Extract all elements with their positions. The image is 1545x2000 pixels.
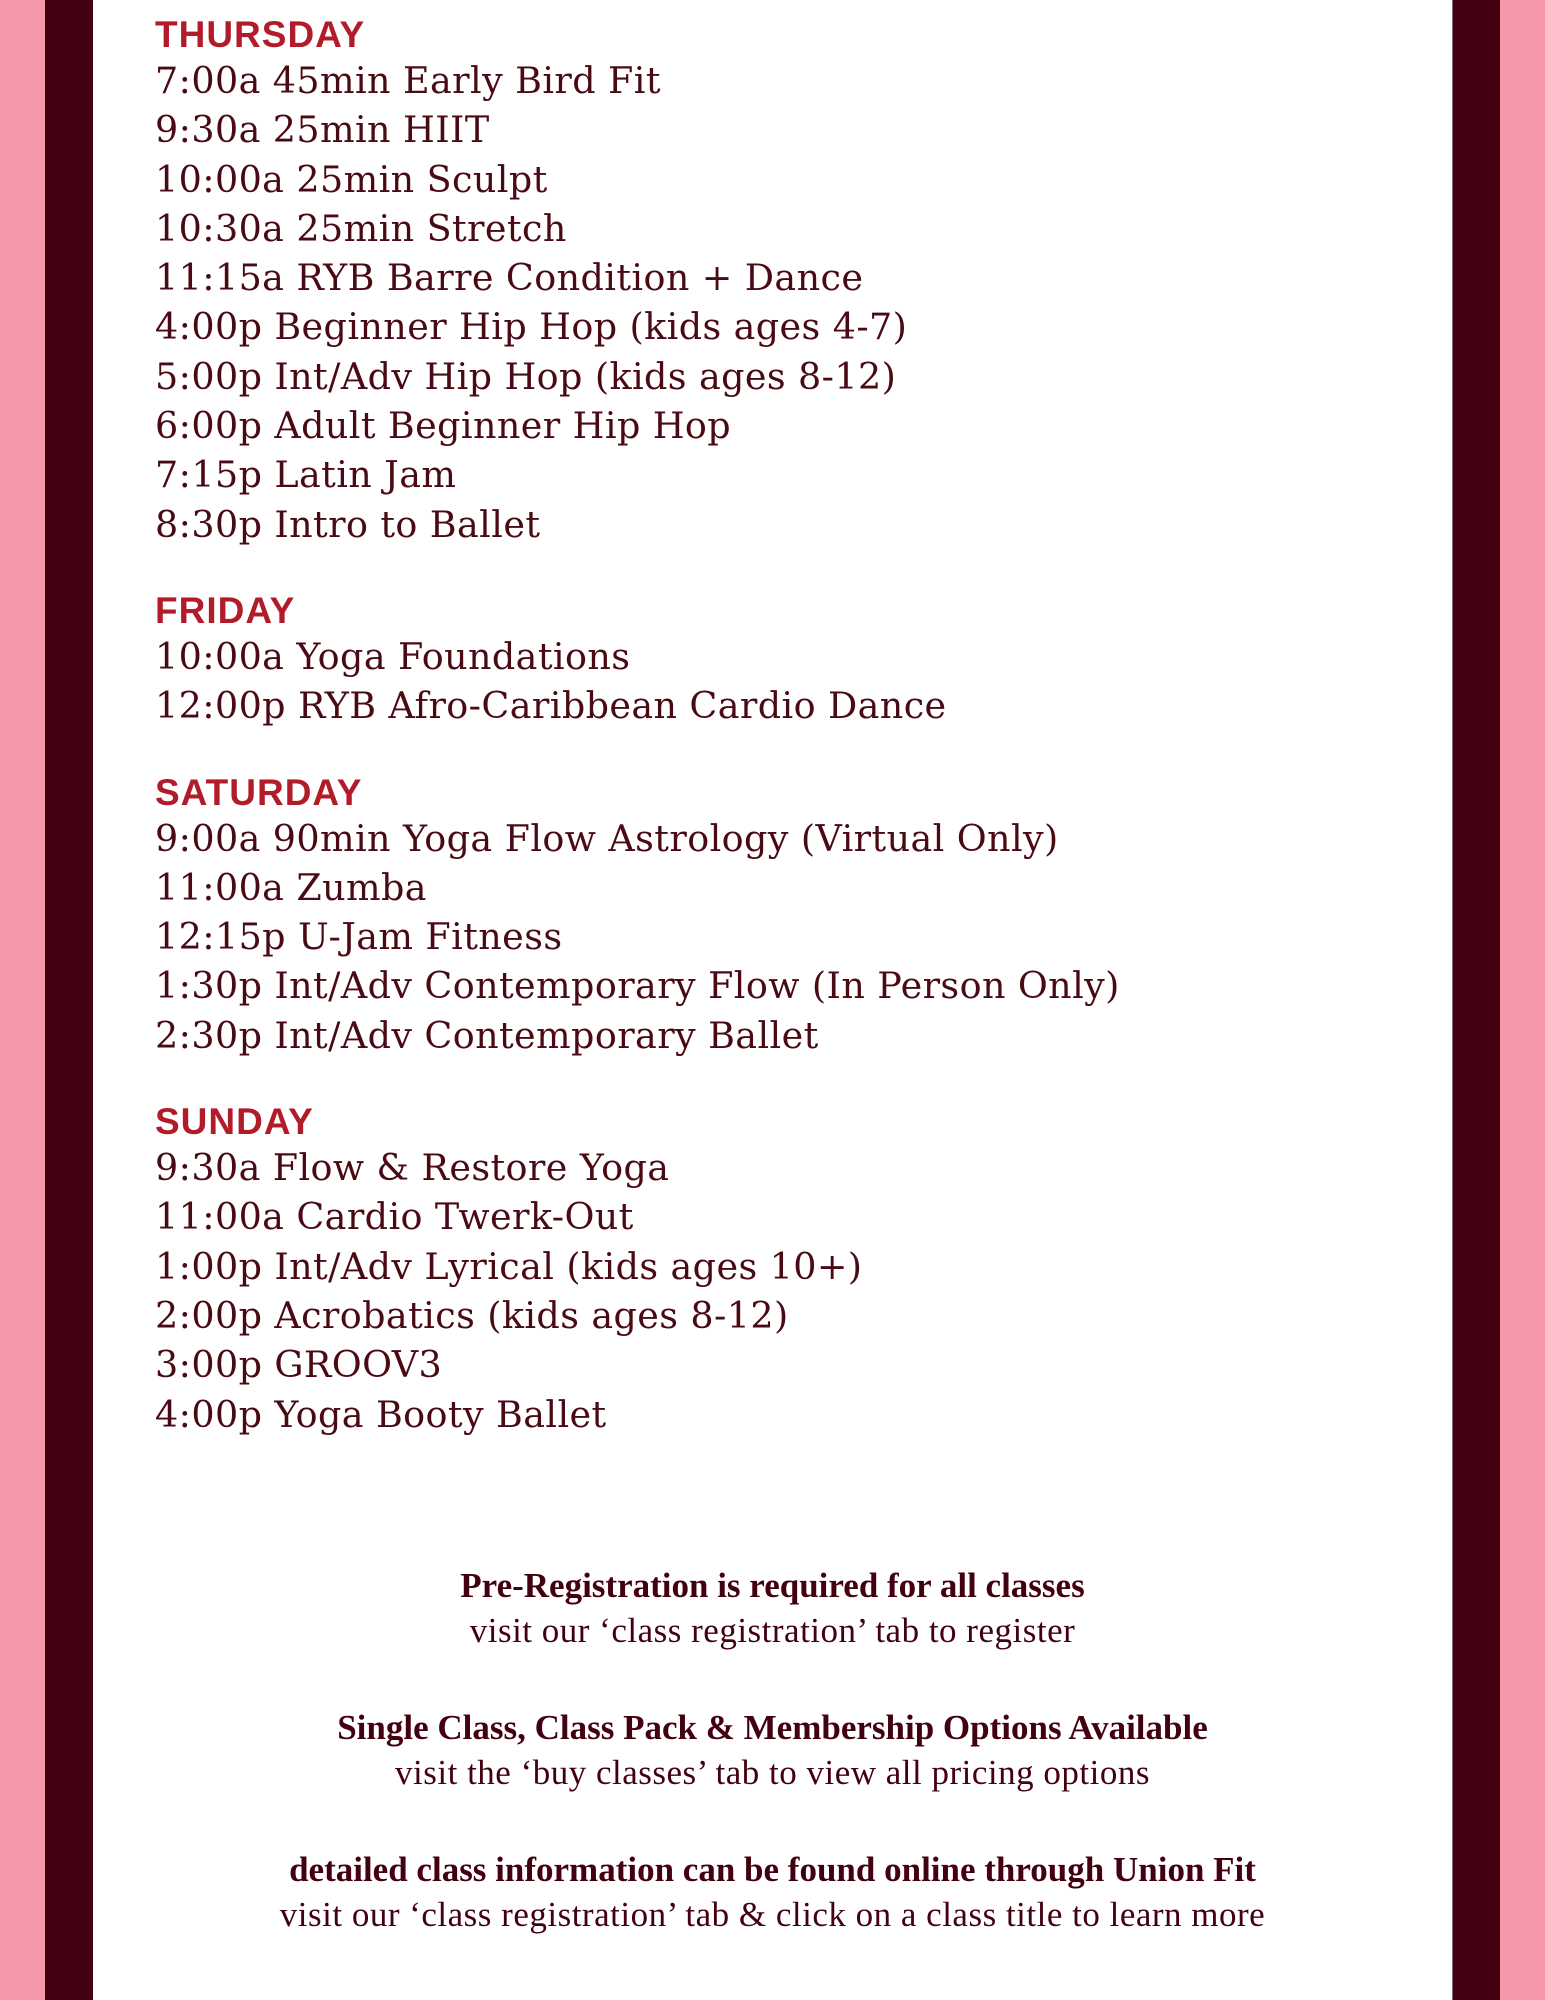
class-entry: 12:15p U-Jam Fitness xyxy=(155,915,563,959)
class-entry: 10:30a 25min Stretch xyxy=(155,206,567,250)
note-class-information xyxy=(93,1848,1452,1938)
class-schedule xyxy=(155,14,1435,1480)
class-entry: 1:30p Int/Adv Contemporary Flow (In Person Only) xyxy=(155,964,1120,1008)
note-pricing-options xyxy=(93,1706,1452,1796)
class-entry: 3:00p GROOV3 xyxy=(155,1343,443,1387)
day-block-sunday xyxy=(155,1101,1435,1439)
class-entry: 10:00a Yoga Foundations xyxy=(155,634,631,678)
note-pre-registration xyxy=(93,1564,1452,1654)
class-entry: 11:00a Zumba xyxy=(155,865,427,909)
class-entry: 9:00a 90min Yoga Flow Astrology (Virtual Only) xyxy=(155,816,1059,860)
note-title: Single Class, Class Pack & Membership Options Available xyxy=(337,1708,1208,1747)
note-subtitle: visit our ‘class registration’ tab to register xyxy=(469,1611,1076,1650)
class-entry: 2:00p Acrobatics (kids ages 8-12) xyxy=(155,1293,789,1337)
right-inner-border xyxy=(1452,0,1500,2000)
day-heading: THURSDAY xyxy=(155,14,366,55)
day-block-friday xyxy=(155,590,1435,731)
note-title: Pre-Registration is required for all classes xyxy=(460,1566,1085,1605)
left-outer-border xyxy=(0,0,45,2000)
day-block-thursday xyxy=(155,14,1435,549)
class-entry: 9:30a Flow & Restore Yoga xyxy=(155,1146,670,1190)
class-entry: 4:00p Beginner Hip Hop (kids ages 4-7) xyxy=(155,305,908,349)
class-entry: 12:00p RYB Afro-Caribbean Cardio Dance xyxy=(155,684,947,728)
class-entry: 7:15p Latin Jam xyxy=(155,453,457,497)
class-entry: 4:00p Yoga Booty Ballet xyxy=(155,1392,607,1436)
class-entry: 1:00p Int/Adv Lyrical (kids ages 10+) xyxy=(155,1244,863,1288)
class-entry: 11:00a Cardio Twerk-Out xyxy=(155,1195,634,1239)
class-entry: 7:00a 45min Early Bird Fit xyxy=(155,59,661,102)
class-entry: 2:30p Int/Adv Contemporary Ballet xyxy=(155,1013,819,1057)
day-block-saturday xyxy=(155,772,1435,1060)
class-entry: 8:30p Intro to Ballet xyxy=(155,502,541,546)
class-entry: 6:00p Adult Beginner Hip Hop xyxy=(155,404,732,448)
note-subtitle: visit the ‘buy classes’ tab to view all pricing options xyxy=(395,1753,1150,1792)
day-heading: SATURDAY xyxy=(155,771,363,813)
class-entry: 5:00p Int/Adv Hip Hop (kids ages 8-12) xyxy=(155,354,897,398)
note-title: detailed class information can be found online through Union Fit xyxy=(289,1850,1256,1889)
left-inner-border xyxy=(45,0,93,2000)
class-entry: 9:30a 25min HIIT xyxy=(155,108,490,152)
day-heading: SUNDAY xyxy=(155,1101,314,1143)
class-entry: 10:00a 25min Sculpt xyxy=(155,157,548,201)
note-subtitle: visit our ‘class registration’ tab & click on a class title to learn more xyxy=(279,1895,1266,1934)
class-entry: 11:15a RYB Barre Condition + Dance xyxy=(155,256,864,300)
right-outer-border xyxy=(1500,0,1545,2000)
day-heading: FRIDAY xyxy=(155,589,296,631)
